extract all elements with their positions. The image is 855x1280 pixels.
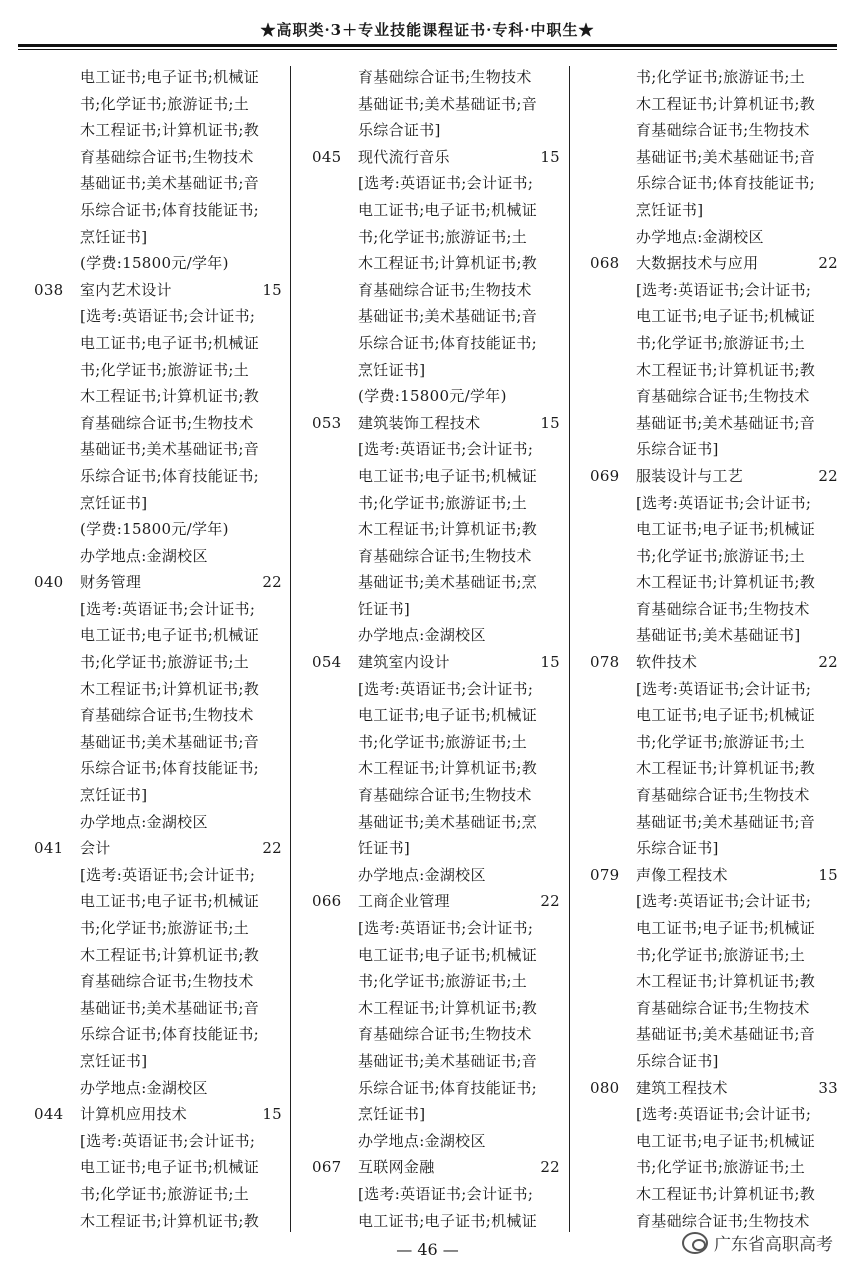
program-detail-line: 电工证书;电子证书;机械证 [358,706,538,725]
program-detail-line: 育基础综合证书;生物技术 [80,706,254,725]
watermark-text: 广东省高职高考 [714,1235,833,1255]
program-quota: 22 [818,653,838,672]
program-detail-line: 乐综合证书;体育技能证书; [358,1078,538,1097]
program-entry [20,277,282,304]
program-detail-line: 木工程证书;计算机证书;教 [636,972,816,991]
program-detail-line: 烹饪证书] [636,200,704,219]
program-detail-line: 木工程证书;计算机证书;教 [636,360,816,379]
program-detail-line: 烹饪证书] [80,786,148,805]
program-detail-line: 基础证书;美术基础证书;音 [80,174,260,193]
program-detail-line: [选考:英语证书;会计证书; [636,280,812,299]
program-detail-line: 电工证书;电子证书;机械证 [80,626,260,645]
program-detail-line: 基础证书;美术基础证书;音 [80,732,260,751]
program-detail-line: 木工程证书;计算机证书;教 [80,945,260,964]
program-detail-line: (学费:15800元/学年) [358,387,507,406]
program-detail-line: 育基础综合证书;生物技术 [80,972,254,991]
column-1 [20,64,282,1234]
program-detail-line: 基础证书;美术基础证书;音 [80,440,260,459]
program-detail-line: 办学地点:金湖校区 [636,227,764,246]
program-detail-line: 育基础综合证书;生物技术 [636,1211,810,1230]
program-name: 室内艺术设计 [80,280,172,299]
program-code: 038 [34,280,64,299]
column-2 [298,64,560,1234]
program-quota: 15 [540,413,560,432]
program-entry [20,569,282,596]
program-name: 建筑工程技术 [636,1078,728,1097]
program-quota: 22 [540,1158,560,1177]
program-detail-line: 饪证书] [358,839,411,858]
program-detail-line: 基础证书;美术基础证书;音 [636,812,816,831]
program-name: 计算机应用技术 [80,1105,188,1124]
program-detail-line: 电工证书;电子证书;机械证 [80,333,260,352]
program-detail-line: 书;化学证书;旅游证书;土 [80,360,250,379]
wechat-icon [682,1232,708,1254]
program-detail-line: 电工证书;电子证书;机械证 [358,945,538,964]
page-number: — 46 — [396,1240,459,1259]
program-detail-line: 电工证书;电子证书;机械证 [358,466,538,485]
program-detail-line: 育基础综合证书;生物技术 [358,546,532,565]
program-detail-line: 乐综合证书;体育技能证书; [80,759,260,778]
page-header: ★高职类·3＋专业技能课程证书·专科·中职生★ [260,21,595,39]
program-entry [576,862,838,889]
program-detail-line: 电工证书;电子证书;机械证 [358,1211,538,1230]
program-detail-line: 烹饪证书] [80,1051,148,1070]
program-detail-line: 木工程证书;计算机证书;教 [358,520,538,539]
program-entry [20,1101,282,1128]
program-name: 工商企业管理 [358,892,450,911]
program-name: 服装设计与工艺 [636,466,744,485]
program-detail-line: 木工程证书;计算机证书;教 [636,759,816,778]
program-detail-line: 烹饪证书] [80,493,148,512]
column-divider-1 [290,66,291,1232]
program-entry [576,1075,838,1102]
program-code: 054 [312,653,342,672]
program-detail-line: 书;化学证书;旅游证书;土 [636,1158,806,1177]
program-detail-line: 书;化学证书;旅游证书;土 [636,68,806,86]
program-detail-line: 乐综合证书;体育技能证书; [636,174,816,193]
program-code: 069 [590,466,620,485]
program-detail-line: 乐综合证书] [636,839,719,858]
program-detail-line: 电工证书;电子证书;机械证 [80,1158,260,1177]
program-quota: 15 [540,653,560,672]
program-detail-line: [选考:英语证书;会计证书; [80,307,256,326]
program-entry [20,835,282,862]
program-detail-line: 基础证书;美术基础证书;音 [636,147,816,166]
program-quota: 15 [262,280,282,299]
program-entry [298,649,560,676]
program-detail-line: 育基础综合证书;生物技术 [358,280,532,299]
program-detail-line: 办学地点:金湖校区 [80,546,208,565]
program-code: 078 [590,653,620,672]
program-code: 040 [34,573,64,592]
program-detail-line: 电工证书;电子证书;机械证 [80,68,260,86]
program-quota: 15 [540,147,560,166]
program-detail-line: 木工程证书;计算机证书;教 [358,998,538,1017]
program-code: 044 [34,1105,64,1124]
program-detail-line: 烹饪证书] [358,360,426,379]
program-detail-line: 电工证书;电子证书;机械证 [636,1131,816,1150]
program-detail-line: 书;化学证书;旅游证书;土 [80,919,250,937]
program-detail-line: 乐综合证书;体育技能证书; [80,466,260,485]
program-entry [576,649,838,676]
program-detail-line: 书;化学证书;旅游证书;土 [636,333,806,352]
program-detail-line: 办学地点:金湖校区 [358,865,486,884]
program-detail-line: 基础证书;美术基础证书;音 [358,1051,538,1070]
program-name: 会计 [80,839,111,858]
program-detail-line: 木工程证书;计算机证书;教 [80,387,260,406]
program-detail-line: [选考:英语证书;会计证书; [358,174,534,193]
program-code: 067 [312,1158,342,1177]
program-detail-line: 基础证书;美术基础证书;音 [358,94,538,113]
program-code: 066 [312,892,342,911]
program-detail-line: 基础证书;美术基础证书] [636,626,801,645]
program-detail-line: 电工证书;电子证书;机械证 [80,892,260,911]
program-detail-line: 书;化学证书;旅游证书;土 [358,227,528,246]
program-detail-line: [选考:英语证书;会计证书; [358,919,534,937]
column-divider-2 [569,66,570,1232]
program-detail-line: 育基础综合证书;生物技术 [80,147,254,166]
program-detail-line: 办学地点:金湖校区 [358,1131,486,1150]
program-detail-line: 书;化学证书;旅游证书;土 [80,94,250,113]
program-code: 041 [34,839,64,858]
program-detail-line: [选考:英语证书;会计证书; [358,1184,534,1203]
header-rule-thin [18,49,837,50]
program-detail-line: 办学地点:金湖校区 [358,626,486,645]
program-detail-line: 木工程证书;计算机证书;教 [80,121,260,140]
program-detail-line: 基础证书;美术基础证书;烹 [358,812,538,831]
program-code: 079 [590,865,620,884]
program-name: 建筑室内设计 [358,653,450,672]
program-quota: 22 [818,466,838,485]
program-detail-line: 木工程证书;计算机证书;教 [636,573,816,592]
program-detail-line: 乐综合证书;体育技能证书; [80,200,260,219]
program-detail-line: 育基础综合证书;生物技术 [636,387,810,406]
program-code: 080 [590,1078,620,1097]
program-detail-line: [选考:英语证书;会计证书; [636,1105,812,1124]
program-detail-line: 办学地点:金湖校区 [80,812,208,831]
program-detail-line: 电工证书;电子证书;机械证 [636,520,816,539]
program-detail-line: [选考:英语证书;会计证书; [636,679,812,698]
program-detail-line: 乐综合证书] [636,440,719,459]
program-detail-line: [选考:英语证书;会计证书; [358,679,534,698]
program-quota: 22 [262,573,282,592]
program-detail-line: 木工程证书;计算机证书;教 [80,679,260,698]
program-detail-line: 育基础综合证书;生物技术 [636,786,810,805]
program-detail-line: [选考:英语证书;会计证书; [80,599,256,618]
program-detail-line: 书;化学证书;旅游证书;土 [636,945,806,964]
program-quota: 15 [818,865,838,884]
column-3 [576,64,838,1234]
program-detail-line: [选考:英语证书;会计证书; [636,892,812,911]
program-quota: 22 [262,839,282,858]
program-detail-line: 基础证书;美术基础证书;音 [636,1025,816,1044]
program-name: 财务管理 [80,573,142,592]
watermark [682,1230,833,1255]
program-detail-line: 基础证书;美术基础证书;音 [80,998,260,1017]
program-detail-line: 办学地点:金湖校区 [80,1078,208,1097]
program-detail-line: 乐综合证书;体育技能证书; [358,333,538,352]
program-code: 068 [590,254,620,273]
program-quota: 22 [818,254,838,273]
program-entry [298,144,560,171]
program-detail-line: [选考:英语证书;会计证书; [80,865,256,884]
program-detail-line: (学费:15800元/学年) [80,254,229,273]
program-detail-line: 乐综合证书;体育技能证书; [80,1025,260,1044]
program-detail-line: 育基础综合证书;生物技术 [358,1025,532,1044]
program-detail-line: 乐综合证书] [358,121,441,140]
program-detail-line: 饪证书] [358,599,411,618]
program-detail-line: 木工程证书;计算机证书;教 [358,759,538,778]
program-detail-line: 书;化学证书;旅游证书;土 [358,972,528,991]
program-detail-line: 育基础综合证书;生物技术 [636,998,810,1017]
program-code: 053 [312,413,342,432]
program-detail-line: 木工程证书;计算机证书;教 [358,254,538,273]
program-detail-line: [选考:英语证书;会计证书; [80,1131,256,1150]
program-detail-line: [选考:英语证书;会计证书; [636,493,812,512]
program-detail-line: 电工证书;电子证书;机械证 [636,919,816,937]
program-detail-line: 木工程证书;计算机证书;教 [80,1211,260,1230]
program-detail-line: 书;化学证书;旅游证书;土 [636,732,806,751]
program-entry [298,1154,560,1181]
program-detail-line: 烹饪证书] [80,227,148,246]
program-detail-line: [选考:英语证书;会计证书; [358,440,534,459]
program-entry [298,410,560,437]
program-detail-line: 木工程证书;计算机证书;教 [636,94,816,113]
program-detail-line: 基础证书;美术基础证书;音 [358,307,538,326]
program-name: 互联网金融 [358,1158,435,1177]
program-entry [576,463,838,490]
program-name: 软件技术 [636,653,698,672]
program-name: 建筑装饰工程技术 [358,413,481,432]
program-detail-line: 基础证书;美术基础证书;音 [636,413,816,432]
program-name: 现代流行音乐 [358,147,450,166]
program-detail-line: 育基础综合证书;生物技术 [358,68,532,86]
program-detail-line: 书;化学证书;旅游证书;土 [358,493,528,512]
header-rule-thick [18,44,837,47]
program-detail-line: (学费:15800元/学年) [80,520,229,539]
program-detail-line: 育基础综合证书;生物技术 [358,786,532,805]
program-detail-line: 书;化学证书;旅游证书;土 [636,546,806,565]
program-name: 大数据技术与应用 [636,254,759,273]
program-detail-line: 乐综合证书] [636,1051,719,1070]
program-quota: 33 [818,1078,838,1097]
program-detail-line: 电工证书;电子证书;机械证 [636,706,816,725]
program-detail-line: 木工程证书;计算机证书;教 [636,1184,816,1203]
program-detail-line: 育基础综合证书;生物技术 [80,413,254,432]
program-entry [298,888,560,915]
program-entry [576,250,838,277]
program-quota: 22 [540,892,560,911]
program-detail-line: 书;化学证书;旅游证书;土 [80,1184,250,1203]
program-detail-line: 烹饪证书] [358,1105,426,1124]
program-detail-line: 书;化学证书;旅游证书;土 [358,732,528,751]
program-quota: 15 [262,1105,282,1124]
program-detail-line: 育基础综合证书;生物技术 [636,121,810,140]
program-detail-line: 基础证书;美术基础证书;烹 [358,573,538,592]
program-code: 045 [312,147,342,166]
program-name: 声像工程技术 [636,865,728,884]
program-detail-line: 电工证书;电子证书;机械证 [358,200,538,219]
program-detail-line: 书;化学证书;旅游证书;土 [80,653,250,672]
program-detail-line: 育基础综合证书;生物技术 [636,599,810,618]
program-detail-line: 电工证书;电子证书;机械证 [636,307,816,326]
